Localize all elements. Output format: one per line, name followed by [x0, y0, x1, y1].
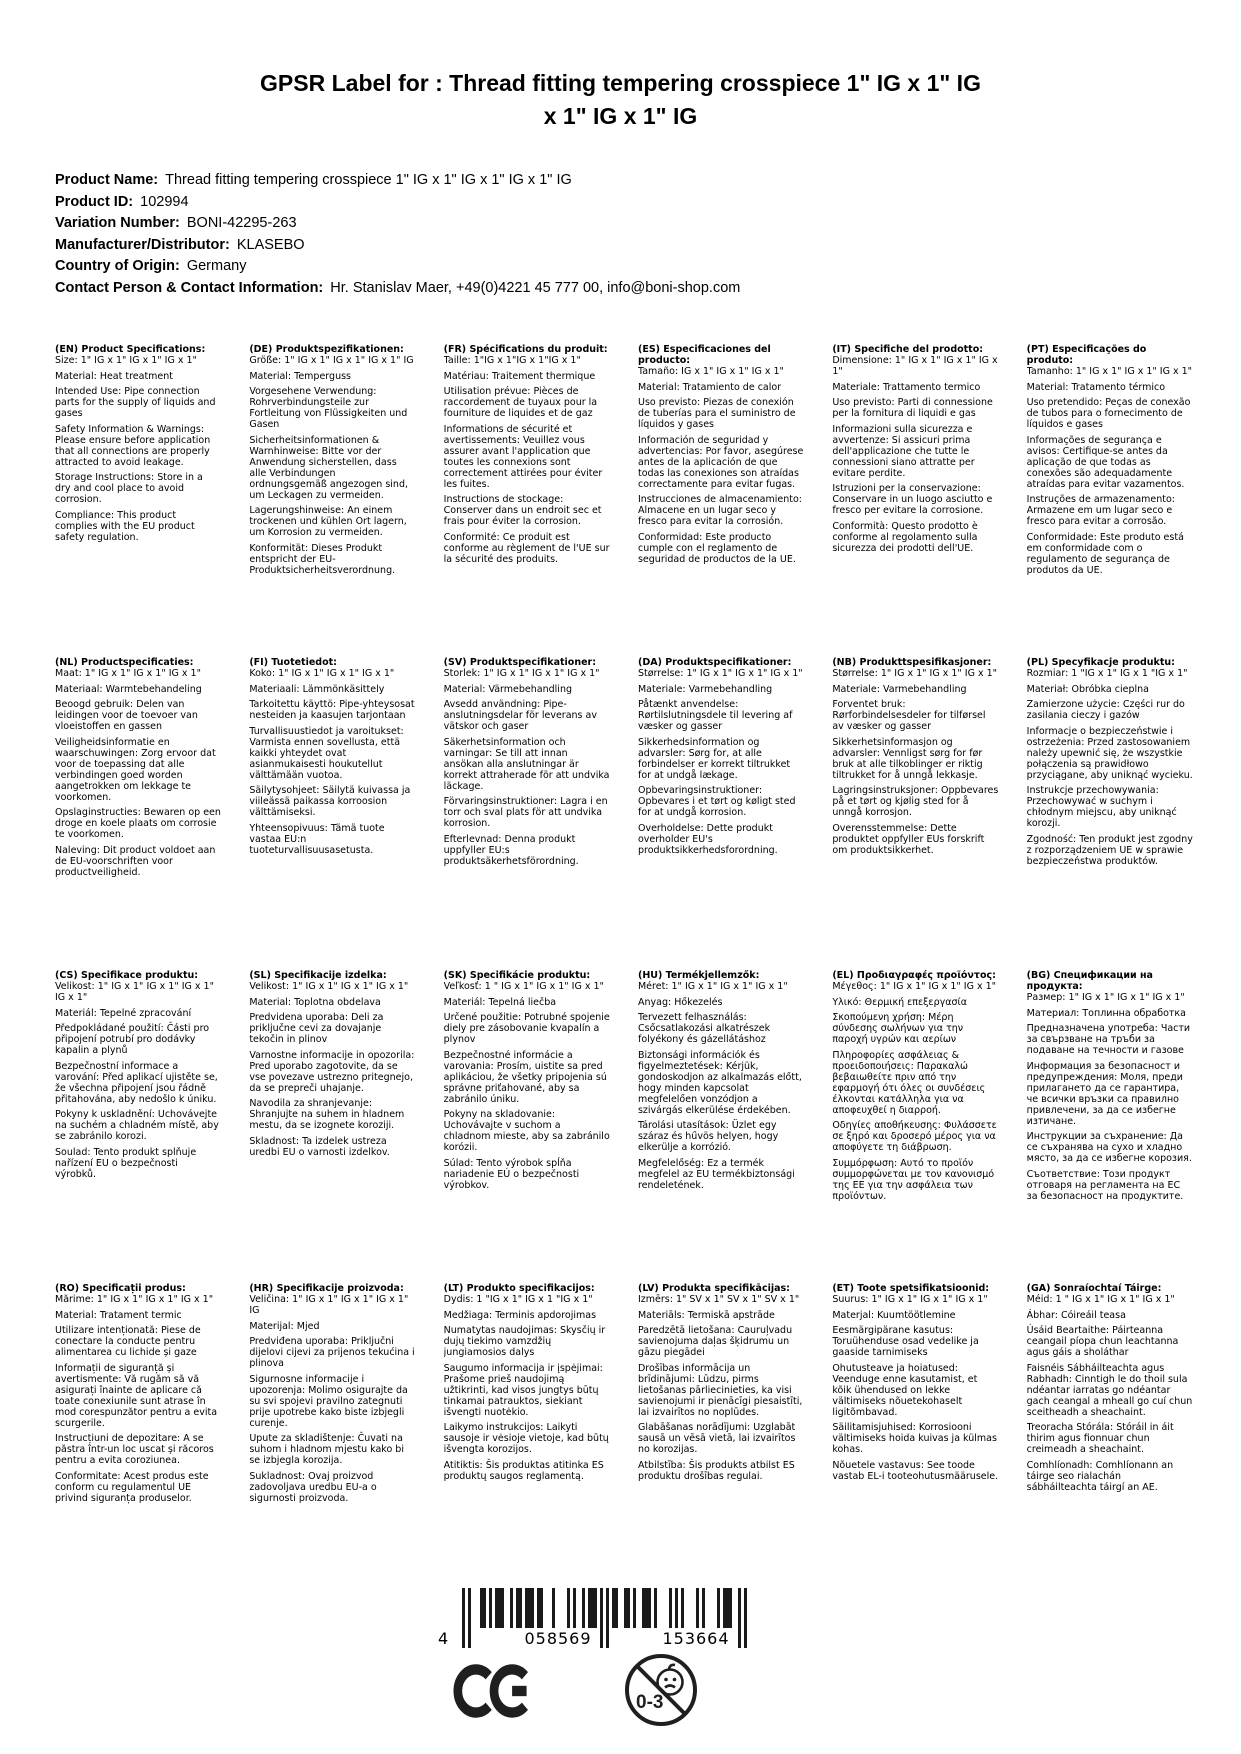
language-spec-title: (NB) Produkttspesifikasjoner:: [832, 657, 992, 668]
page-title-text: GPSR Label for : Thread fitting tempering crosspiece 1" IG x 1" IG x 1" IG x 1" IG: [260, 70, 981, 130]
language-spec-body: [249, 355, 415, 576]
spec-paragraph: Sicherheitsinformationen & Warnhinweise: Bitte vor der Anwendung sicherstellen, dass alle Verbindungen ordnungsgemäß angezogen sind, um Leckagen zu vermeiden.: [249, 434, 408, 501]
spec-paragraph: Sigurnosne informacije i upozorenja: Molimo osigurajte da su svi spojevi pravilno zategnuti prije upotrebe kako biste izbjegli curenje.: [249, 1373, 408, 1429]
spec-paragraph: Veľkosť: 1 " IG x 1" IG x 1" IG x 1": [443, 981, 604, 992]
spec-paragraph: Forventet bruk: Rørforbindelsesdeler for tilførsel av væsker og gasser: [832, 699, 986, 732]
spec-paragraph: Taille: 1"IG x 1"IG x 1"IG x 1": [443, 355, 581, 366]
spec-paragraph: Tamaño: IG x 1" IG x 1" IG x 1": [637, 366, 784, 377]
spec-paragraph: Sikkerhetsinformasjon og advarsler: Vennligst sørg for før bruk at alle tilkoblinger er riktig tiltrukket for å unngå lekkasje.: [832, 736, 983, 781]
spec-paragraph: Koko: 1" IG x 1" IG x 1" IG x 1": [249, 668, 395, 679]
language-spec-body: [1027, 668, 1193, 867]
spec-paragraph: Vorgesehene Verwendung: Rohrverbindungsteile zur Fortleitung von Flüssigkeiten und Gasen: [249, 386, 408, 430]
spec-paragraph: Größe: 1" IG x 1" IG x 1" IG x 1" IG: [249, 355, 414, 366]
spec-paragraph: Faisnéis Sábháilteachta agus Rabhadh: Cinntigh le do thoil sula ndéantar iarratas go ndéantar gach ceangal a mheall go cuí chun sceitheadh a sheachaint.: [1026, 1362, 1193, 1418]
spec-paragraph: Súlad: Tento výrobok spĺňa nariadenie EÚ o bezpečnosti výrobkov.: [443, 1157, 580, 1191]
language-spec-body: [55, 355, 221, 543]
language-spec-block: [55, 344, 233, 657]
language-spec-title: (RO) Specificații produs:: [55, 1283, 186, 1294]
language-spec-title: (CS) Specifikace produktu:: [55, 970, 199, 981]
spec-paragraph: Opbevaringsinstruktioner: Opbevares i et tørt og køligt sted for at undgå korrosion.: [637, 785, 796, 818]
language-spec-block: [1027, 1283, 1205, 1596]
language-spec-body: [444, 1294, 610, 1482]
spec-paragraph: Predviđena uporaba: Priključni dijelovi cijevi za prijenos tekućina i plinova: [249, 1336, 415, 1369]
language-spec-title: (LV) Produkta specifikācijas:: [637, 1283, 790, 1294]
spec-paragraph: Úsáid Beartaithe: Páirteanna ceangail píopa chun leachtanna agus gáis a sholáthar: [1026, 1325, 1179, 1358]
spec-paragraph: Compliance: This product complies with the EU product safety regulation.: [55, 509, 195, 543]
spec-paragraph: Informações de segurança e avisos: Certifique-se antes da aplicação de que todas as conexões são adequadamente atraídas para evitar vazamentos.: [1026, 434, 1185, 490]
spec-paragraph: Dimensione: 1" IG x 1" IG x 1" IG x 1": [832, 355, 998, 377]
age-warning-icon: [623, 1652, 699, 1728]
spec-paragraph: Dydis: 1 "IG x 1" IG x 1 "IG x 1": [443, 1294, 593, 1305]
language-spec-body: [249, 668, 415, 856]
spec-paragraph: Bezpečnostní informace a varování: Před aplikací ujistěte se, že všechna připojení jsou řádně přitahována, aby nedošlo k úniku.: [55, 1060, 218, 1105]
spec-paragraph: Méret: 1" IG x 1" IG x 1" IG x 1": [637, 981, 788, 992]
ean-barcode: [438, 1588, 758, 1650]
spec-paragraph: Atbilstība: Šis produkts atbilst ES produktu drošības regulai.: [637, 1459, 795, 1482]
product-name-row: [55, 170, 1155, 192]
language-spec-title: (HR) Specifikacije proizvoda:: [249, 1283, 404, 1294]
contact-row: [55, 278, 1155, 300]
spec-paragraph: Soulad: Tento produkt splňuje nařízení EU o bezpečnosti výrobků.: [55, 1146, 197, 1180]
spec-paragraph: Materiaal: Warmtebehandeling: [55, 683, 202, 695]
spec-paragraph: Bezpečnostné informácie a varovania: Prosím, uistite sa pred aplikáciou, že všetky pripojenia sú správne priťahované, aby sa zabránilo úniku.: [443, 1049, 607, 1105]
language-spec-block: [832, 657, 1010, 970]
spec-paragraph: Συμμόρφωση: Αυτό το προϊόν συμμορφώνεται με τον κανονισμό της ΕΕ για την ασφάλεια των προϊόντων.: [832, 1157, 995, 1202]
language-spec-block: [1027, 970, 1205, 1283]
age-warning-text: 0-3: [636, 1692, 664, 1713]
spec-paragraph: Säkerhetsinformation och varningar: Se till att innan ansökan alla anslutningar är korrekt attraherade för att undvika läckage.: [443, 736, 610, 792]
language-spec-body: [444, 355, 610, 565]
language-spec-body: [638, 1294, 804, 1482]
spec-paragraph: Intended Use: Pipe connection parts for the supply of liquids and gases: [55, 386, 216, 419]
spec-paragraph: Mărime: 1" IG x 1" IG x 1" IG x 1": [55, 1294, 214, 1305]
language-spec-title: (EL) Προδιαγραφές προϊόντος:: [832, 970, 996, 981]
spec-paragraph: Material: Heat treatment: [55, 370, 174, 382]
spec-paragraph: Οδηγίες αποθήκευσης: Φυλάσσετε σε ξηρό και δροσερό μέρος για να αποφύγετε τη διάβρωση.: [832, 1120, 997, 1153]
spec-paragraph: Medžiaga: Terminis apdorojimas: [443, 1309, 597, 1321]
language-grid: [55, 344, 1205, 1596]
language-spec-title: (SV) Produktspecifikationer:: [443, 657, 597, 668]
spec-paragraph: Sukladnost: Ovaj proizvod zadovoljava uredbu EU-a o sigurnosti proizvoda.: [249, 1470, 377, 1504]
spec-paragraph: Velikost: 1" IG x 1" IG x 1" IG x 1" IG x 1": [55, 981, 214, 1003]
spec-paragraph: Biztonsági információk és figyelmeztetések: Kérjük, gondoskodjon az alkalmazás előtt, hogy minden kapcsolat megfelelően vonzódjon a szivárgás elkerülése érdekében.: [637, 1049, 802, 1116]
spec-paragraph: Pokyny k uskladnění: Uchovávejte na suchém a chladném místě, aby se zabránilo korozi.: [55, 1109, 219, 1142]
spec-paragraph: Materiale: Trattamento termico: [832, 381, 981, 393]
spec-paragraph: Storage Instructions: Store in a dry and cool place to avoid corrosion.: [55, 472, 203, 505]
spec-paragraph: Pokyny na skladovanie: Uchovávajte v suchom a chladnom mieste, aby sa zabránilo korózii.: [443, 1109, 610, 1153]
spec-paragraph: Predvidena uporaba: Deli za priključne cevi za dovajanje tekočin in plinov: [249, 1012, 384, 1045]
spec-paragraph: Velikost: 1" IG x 1" IG x 1" IG x 1": [249, 981, 409, 992]
spec-paragraph: Størrelse: 1" IG x 1" IG x 1" IG x 1": [637, 668, 803, 679]
spec-paragraph: Материал: Топлинна обработка: [1026, 1007, 1186, 1019]
spec-paragraph: Beoogd gebruik: Delen van leidingen voor de toevoer van vloeistoffen en gassen: [55, 699, 198, 732]
spec-paragraph: Matériau: Traitement thermique: [443, 370, 596, 382]
spec-paragraph: Avsedd användning: Pipe-anslutningsdelar för leverans av vätskor och gaser: [443, 699, 597, 732]
spec-paragraph: Navodila za shranjevanje: Shranjujte na suhem in hladnem mestu, da se izognete koroziji.: [249, 1098, 405, 1131]
spec-paragraph: Efterlevnad: Denna produkt uppfyller EU:s produktsäkerhetsförordning.: [443, 833, 579, 867]
spec-paragraph: Eesmärgipärane kasutus: Toruühenduse osad vedelike ja gaaside tarnimiseks: [832, 1325, 979, 1358]
spec-paragraph: Laikymo instrukcijos: Laikyti sausoje ir vėsioje vietoje, kad būtų išvengta korozijos.: [443, 1422, 609, 1455]
spec-paragraph: Ábhar: Cóireáil teasa: [1026, 1309, 1126, 1321]
language-spec-title: (FR) Spécifications du produit:: [443, 344, 608, 355]
spec-paragraph: Istruzioni per la conservazione: Conservare in un luogo asciutto e fresco per evitare la corrosione.: [832, 483, 993, 516]
spec-paragraph: Material: Tratament termic: [55, 1309, 182, 1321]
spec-paragraph: Size: 1" IG x 1" IG x 1" IG x 1": [55, 355, 197, 366]
language-spec-body: [55, 981, 221, 1180]
spec-paragraph: Lagerungshinweise: An einem trockenen und kühlen Ort lagern, um Korrosion zu vermeiden.: [249, 505, 407, 538]
spec-paragraph: Informacje o bezpieczeństwie i ostrzeżenia: Przed zastosowaniem należy upewnić się, że wszystkie połączenia są prawidłowo przyciągane, aby uniknąć wycieku.: [1026, 725, 1193, 781]
language-spec-title: (ES) Especificaciones del producto:: [637, 344, 771, 366]
spec-paragraph: Paredzētā lietošana: Cauruļvadu savienojuma daļas šķidrumu un gāzu piegādei: [637, 1325, 793, 1358]
language-spec-title: (BG) Спецификации на продукта:: [1026, 970, 1153, 992]
language-spec-title: (GA) Sonraíochtaí Táirge:: [1026, 1283, 1162, 1294]
spec-paragraph: Předpokládané použití: Části pro připojení potrubí pro dodávky kapalin a plynů: [55, 1023, 210, 1056]
spec-paragraph: Instrucțiuni de depozitare: A se păstra într-un loc uscat și răcoros pentru a evita coroziunea.: [55, 1433, 214, 1466]
language-spec-block: [249, 657, 427, 970]
spec-paragraph: Overensstemmelse: Dette produktet oppfyller EUs forskrift om produktsikkerhet.: [832, 822, 985, 856]
language-spec-body: [55, 668, 221, 878]
spec-paragraph: Opslaginstructies: Bewaren op een droge en koele plaats om corrosie te voorkomen.: [55, 807, 221, 840]
language-spec-body: [444, 981, 610, 1191]
spec-paragraph: Overholdelse: Dette produkt overholder EU's produktsikkerhedsforordning.: [637, 822, 778, 856]
spec-paragraph: Σκοπούμενη χρήση: Μέρη σύνδεσης σωλήνων για την παροχή υγρών και αερίων: [832, 1012, 964, 1045]
language-spec-body: [249, 1294, 415, 1504]
spec-paragraph: Ohutusteave ja hoiatused: Veenduge enne kasutamist, et kõik ühendused on lekke vältimiseks nõuetekohaselt ligitõmbavad.: [832, 1362, 978, 1418]
contact-label: Contact Person & Contact Information:: [55, 279, 324, 296]
manufacturer-row: [55, 235, 1155, 257]
spec-paragraph: Konformität: Dieses Produkt entspricht der EU-Produktsicherheitsverordnung.: [249, 542, 396, 576]
language-spec-title: (FI) Tuotetiedot:: [249, 657, 337, 668]
spec-paragraph: Maat: 1" IG x 1" IG x 1" IG x 1": [55, 668, 201, 679]
spec-paragraph: Material: Värmebehandling: [443, 683, 572, 695]
language-spec-block: [444, 1283, 622, 1596]
spec-paragraph: Conformité: Ce produit est conforme au règlement de l'UE sur la sécurité des produits.: [443, 531, 610, 565]
spec-paragraph: Uso previsto: Parti di connessione per la fornitura di liquidi e gas: [832, 397, 993, 419]
spec-paragraph: Tervezett felhasználás: Csőcsatlakozási alkatrészek folyékony és gázellátáshoz: [637, 1012, 771, 1045]
spec-paragraph: Conformità: Questo prodotto è conforme al regolamento sulla sicurezza dei prodotti dell'UE.: [832, 520, 978, 554]
language-spec-title: (EN) Product Specifications:: [55, 344, 206, 355]
spec-paragraph: Určené použitie: Potrubné spojenie diely pre zásobovanie kvapalín a plynov: [443, 1012, 610, 1045]
spec-paragraph: Instructions de stockage: Conserver dans un endroit sec et frais pour éviter la corrosion.: [443, 494, 602, 527]
language-spec-body: [1027, 992, 1193, 1202]
spec-paragraph: Lagringsinstruksjoner: Oppbevares på et tørt og kjølig sted for å unngå korrosjon.: [832, 785, 999, 818]
spec-paragraph: Informazioni sulla sicurezza e avvertenze: Si assicuri prima dell'applicazione che tutte le connessioni siano attratte per evitare perdite.: [832, 423, 975, 479]
spec-paragraph: Naleving: Dit product voldoet aan de EU-voorschriften voor productveiligheid.: [55, 844, 216, 878]
product-name-value: Thread fitting tempering crosspiece 1" IG x 1" IG x 1" IG x 1" IG: [165, 172, 572, 188]
language-spec-title: (SK) Špecifikácie produktu:: [443, 970, 591, 981]
spec-paragraph: Materiál: Tepelná liečba: [443, 996, 557, 1008]
manufacturer-value: KLASEBO: [236, 236, 305, 253]
language-spec-body: [638, 981, 804, 1191]
spec-paragraph: Informations de sécurité et avertissements: Veuillez vous assurer avant l'application que toutes les connexions sont correctement attirées pour éviter les fuites.: [443, 423, 603, 490]
spec-paragraph: Materiale: Varmebehandling: [637, 683, 773, 695]
language-spec-body: [832, 668, 998, 856]
spec-paragraph: Numatytas naudojimas: Skysčių ir dujų tiekimo vamzdžių jungiamosios dalys: [443, 1325, 606, 1358]
product-info: [55, 170, 1155, 299]
language-spec-title: (HU) Termékjellemzők:: [637, 970, 760, 981]
spec-paragraph: Skladnost: Ta izdelek ustreza uredbi EU o varnosti izdelkov.: [249, 1135, 390, 1158]
spec-paragraph: Conformidad: Este producto cumple con el reglamento de seguridad de productos de la UE.: [637, 531, 796, 565]
spec-paragraph: Rozmiar: 1 "IG x 1" IG x 1 "IG x 1": [1026, 668, 1188, 679]
spec-paragraph: Förvaringsinstruktioner: Lagra i en torr och sval plats för att undvika korrosion.: [443, 796, 608, 829]
spec-paragraph: Instrucciones de almacenamiento: Almacene en un lugar seco y fresco para evitar la corrosión.: [637, 494, 802, 527]
spec-paragraph: Zamierzone użycie: Części rur do zasilania cieczy i gazów: [1026, 699, 1185, 721]
spec-paragraph: Materiaali: Lämmönkäsittely: [249, 683, 385, 695]
product-id-label: Product ID:: [55, 193, 134, 210]
spec-paragraph: Conformidade: Este produto está em conformidade com o regulamento de segurança de produtos da UE.: [1026, 531, 1184, 576]
language-spec-body: [1027, 366, 1193, 576]
spec-paragraph: Storlek: 1" IG x 1" IG x 1" IG x 1": [443, 668, 600, 679]
spec-paragraph: Tarkoitettu käyttö: Pipe-yhteysosat nesteiden ja kaasujen tarjontaan: [249, 699, 415, 721]
spec-paragraph: Materiál: Tepelné zpracování: [55, 1007, 192, 1019]
language-spec-block: [444, 970, 622, 1283]
spec-paragraph: Uso pretendido: Peças de conexão de tubos para o fornecimento de líquidos e gases: [1026, 397, 1191, 430]
language-spec-body: [249, 981, 415, 1158]
language-spec-title: (PL) Specyfikacje produktu:: [1026, 657, 1175, 668]
spec-paragraph: Yhteensopivuus: Tämä tuote vastaa EU:n tuoteturvallisuusasetusta.: [249, 822, 385, 856]
spec-paragraph: Izmērs: 1" SV x 1" SV x 1" SV x 1": [637, 1294, 800, 1305]
spec-paragraph: Tamanho: 1" IG x 1" IG x 1" IG x 1": [1026, 366, 1193, 377]
spec-paragraph: Anyag: Hőkezelés: [637, 996, 723, 1008]
spec-paragraph: Safety Information & Warnings: Please ensure before application that all connections are properly attracted to avoid leakage.: [55, 423, 211, 468]
product-id-value: 102994: [140, 193, 189, 210]
language-spec-title: (LT) Produkto specifikacijos:: [443, 1283, 595, 1294]
spec-paragraph: Veličina: 1" IG x 1" IG x 1" IG x 1" IG: [249, 1294, 409, 1316]
language-spec-body: [832, 355, 998, 554]
spec-paragraph: Nõuetele vastavus: See toode vastab EL-i tooteohutusmäärusele.: [832, 1459, 999, 1482]
country-of-origin-row: [55, 256, 1155, 278]
spec-paragraph: Materiał: Obróbka cieplna: [1026, 683, 1149, 695]
spec-paragraph: Varnostne informacije in opozorila: Pred uporabo zagotovite, da se vse povezave ustrezno pritegnejo, da se prepreči uhajanje.: [249, 1049, 415, 1094]
spec-paragraph: Turvallisuustiedot ja varoitukset: Varmista ennen sovellusta, että kaikki yhteydet ovat asianmukaisesti houkutellut välttämään vuotoa.: [249, 725, 404, 781]
language-spec-block: [1027, 657, 1205, 970]
spec-paragraph: Glabāšanas norādījumi: Uzglabāt sausā un vēsā vietā, lai izvairītos no korozijas.: [637, 1422, 796, 1455]
language-spec-title: (ET) Toote spetsifikatsioonid:: [832, 1283, 990, 1294]
spec-paragraph: Material: Tratamento térmico: [1026, 381, 1166, 393]
language-spec-block: [444, 344, 622, 657]
manufacturer-label: Manufacturer/Distributor:: [55, 236, 230, 253]
variation-number-value: BONI-42295-263: [186, 215, 297, 231]
spec-paragraph: Comhlíonadh: Comhlíonann an táirge seo rialachán sábháilteachta táirgí an AE.: [1026, 1459, 1174, 1493]
language-spec-title: (SL) Specifikacije izdelka:: [249, 970, 387, 981]
spec-paragraph: Veiligheidsinformatie en waarschuwingen: Zorg ervoor dat voor de toepassing dat alle verbindingen goed worden aangetrokken om lekkage te voorkomen.: [55, 736, 216, 803]
spec-paragraph: Materjal: Kuumtöötlemine: [832, 1309, 956, 1321]
language-spec-block: [55, 1283, 233, 1596]
language-spec-block: [638, 970, 816, 1283]
spec-paragraph: Utilizare intenționată: Piese de conectare la conducte pentru alimentarea cu lichide și gaze: [55, 1325, 201, 1358]
language-spec-body: [638, 668, 804, 856]
language-spec-block: [638, 344, 816, 657]
spec-paragraph: Utilisation prévue: Pièces de raccordement de tuyaux pour la fourniture de liquides et de gaz: [443, 386, 598, 419]
contact-value: Hr. Stanislav Maer, +49(0)4221 45 777 00, info@boni-shop.com: [330, 279, 741, 296]
spec-paragraph: Información de seguridad y advertencias: Por favor, asegúrese antes de la aplicación de que todas las conexiones son atraídas correctamente para evitar fugas.: [637, 434, 804, 490]
language-spec-block: [1027, 344, 1205, 657]
spec-paragraph: Saugumo informacija ir įspėjimai: Prašome prieš naudojimą užtikrinti, kad visos jungtys būtų tinkamai patrauktos, siekiant išvengti nuotėkio.: [443, 1362, 603, 1418]
spec-paragraph: Предназначена употреба: Части за свързване на тръби за подаване на течности и газове: [1026, 1023, 1191, 1056]
product-name-label: Product Name:: [55, 172, 159, 188]
language-spec-block: [249, 970, 427, 1283]
language-spec-block: [249, 344, 427, 657]
spec-paragraph: Drošības informācija un brīdinājumi: Lūdzu, pirms lietošanas pārliecinieties, ka visi savienojumi ir pienācīgi piesaistīti, lai izvairītos no noplūdes.: [637, 1362, 803, 1418]
language-spec-block: [55, 657, 233, 970]
spec-paragraph: Størrelse: 1" IG x 1" IG x 1" IG x 1": [832, 668, 998, 679]
language-spec-body: [832, 1294, 998, 1482]
language-spec-title: (DA) Produktspecifikationer:: [637, 657, 792, 668]
barcode-first-digit: 4: [438, 1629, 449, 1648]
language-spec-block: [832, 344, 1010, 657]
spec-paragraph: Съответствие: Този продукт отговаря на регламента на ЕС за безопасност на продуктите.: [1026, 1168, 1184, 1202]
spec-paragraph: Méid: 1 " IG x 1" IG x 1" IG x 1": [1026, 1294, 1175, 1305]
language-spec-body: [444, 668, 610, 867]
spec-paragraph: Materiale: Varmebehandling: [832, 683, 967, 695]
spec-paragraph: Treoracha Stórála: Stóráil in áit thirim agus fionnuar chun creimeadh a sheachaint.: [1026, 1422, 1174, 1455]
language-spec-title: (IT) Specifiche del prodotto:: [832, 344, 984, 355]
spec-paragraph: Uso previsto: Piezas de conexión de tuberías para el suministro de líquidos y gases: [637, 397, 796, 430]
language-spec-body: [832, 981, 998, 1202]
country-of-origin-label: Country of Origin:: [55, 258, 180, 274]
language-spec-title: (PT) Especificações do produto:: [1026, 344, 1147, 366]
language-spec-title: (DE) Produktspezifikationen:: [249, 344, 404, 355]
language-spec-block: [55, 970, 233, 1283]
product-id-row: [55, 192, 1155, 214]
spec-paragraph: Zgodność: Ten produkt jest zgodny z rozporządzeniem UE w sprawie bezpieczeństwa produktów.: [1026, 833, 1193, 867]
country-of-origin-value: Germany: [186, 258, 247, 274]
language-spec-block: [832, 1283, 1010, 1596]
spec-paragraph: Material: Temperguss: [249, 370, 351, 382]
spec-paragraph: Atitiktis: Šis produktas atitinka ES produktų saugos reglamentą.: [443, 1459, 604, 1482]
language-spec-block: [638, 1283, 816, 1596]
page-title: [0, 67, 1241, 133]
variation-number-row: [55, 213, 1155, 235]
spec-paragraph: Υλικό: Θερμική επεξεργασία: [832, 996, 967, 1008]
spec-paragraph: Suurus: 1" IG x 1" IG x 1" IG x 1": [832, 1294, 988, 1305]
spec-paragraph: Инструкции за съхранение: Да се съхранява на сухо и хладно място, за да се избегне корозия.: [1026, 1131, 1192, 1164]
spec-paragraph: Πληροφορίες ασφάλειας & προειδοποιήσεις: Παρακαλώ βεβαιωθείτε πριν από την εφαρμογή ότι όλες οι συνδέσεις έλκονται κατάλληλα για να αποφευχθεί η διαρροή.: [832, 1049, 986, 1116]
spec-paragraph: Säilytysohjeet: Säilytä kuivassa ja viileässä paikassa korroosion välttämiseksi.: [249, 785, 411, 818]
spec-paragraph: Megfelelőség: Ez a termék megfelel az EU termékbiztonsági rendeletének.: [637, 1157, 795, 1191]
spec-paragraph: Размер: 1" IG x 1" IG x 1" IG x 1": [1026, 992, 1185, 1003]
spec-paragraph: Material: Tratamiento de calor: [637, 381, 782, 393]
spec-paragraph: Säilitamisjuhised: Korrosiooni vältimiseks hoida kuivas ja külmas kohas.: [832, 1422, 997, 1455]
spec-paragraph: Instrukcje przechowywania: Przechowywać w suchym i chłodnym miejscu, aby uniknąć korozji.: [1026, 785, 1177, 829]
spec-paragraph: Sikkerhedsinformation og advarsler: Sørg for, at alle forbindelser er korrekt tiltrukket for at undgå lækage.: [637, 736, 791, 781]
language-spec-block: [832, 970, 1010, 1283]
spec-paragraph: Påtænkt anvendelse: Rørtilslutningsdele til levering af væsker og gasser: [637, 699, 793, 732]
barcode-right-digits: 153664: [662, 1629, 730, 1648]
language-spec-title: (NL) Productspecificaties:: [55, 657, 194, 668]
baby-face-icon: [658, 1665, 683, 1695]
language-spec-block: [444, 657, 622, 970]
ce-mark-icon: [452, 1660, 536, 1722]
spec-paragraph: Информация за безопасност и предупреждения: Моля, преди прилагането да се гарантира, че всички връзки са правилно привлечени, за да се избегне изтичане.: [1026, 1060, 1183, 1127]
language-spec-body: [638, 366, 804, 565]
language-spec-block: [638, 657, 816, 970]
spec-paragraph: Informații de siguranță și avertismente: Vă rugăm să vă asigurați înainte de aplicare că toate conexiunile sunt atrase în mod corespunzător pentru a evita scurgerile.: [55, 1362, 218, 1429]
spec-paragraph: Material: Toplotna obdelava: [249, 996, 381, 1008]
variation-number-label: Variation Number:: [55, 215, 180, 231]
spec-paragraph: Tárolási utasítások: Üzlet egy száraz és hűvös helyen, hogy elkerülje a korrózió.: [637, 1120, 779, 1153]
spec-paragraph: Μέγεθος: 1" IG x 1" IG x 1" IG x 1": [832, 981, 997, 992]
spec-paragraph: Upute za skladištenje: Čuvati na suhom i hladnom mjestu kako bi se izbjegla korozija.: [249, 1433, 404, 1466]
barcode-left-digits: 058569: [524, 1629, 592, 1648]
spec-paragraph: Materijal: Mjed: [249, 1320, 320, 1332]
spec-paragraph: Materiāls: Termiskā apstrāde: [637, 1309, 775, 1321]
spec-paragraph: Conformitate: Acest produs este conform cu regulamentul UE privind siguranța produselor.: [55, 1470, 209, 1504]
language-spec-block: [249, 1283, 427, 1596]
language-spec-body: [1027, 1294, 1193, 1493]
language-spec-body: [55, 1294, 221, 1504]
spec-paragraph: Instruções de armazenamento: Armazene em um lugar seco e fresco para evitar a corrosão.: [1026, 494, 1175, 527]
